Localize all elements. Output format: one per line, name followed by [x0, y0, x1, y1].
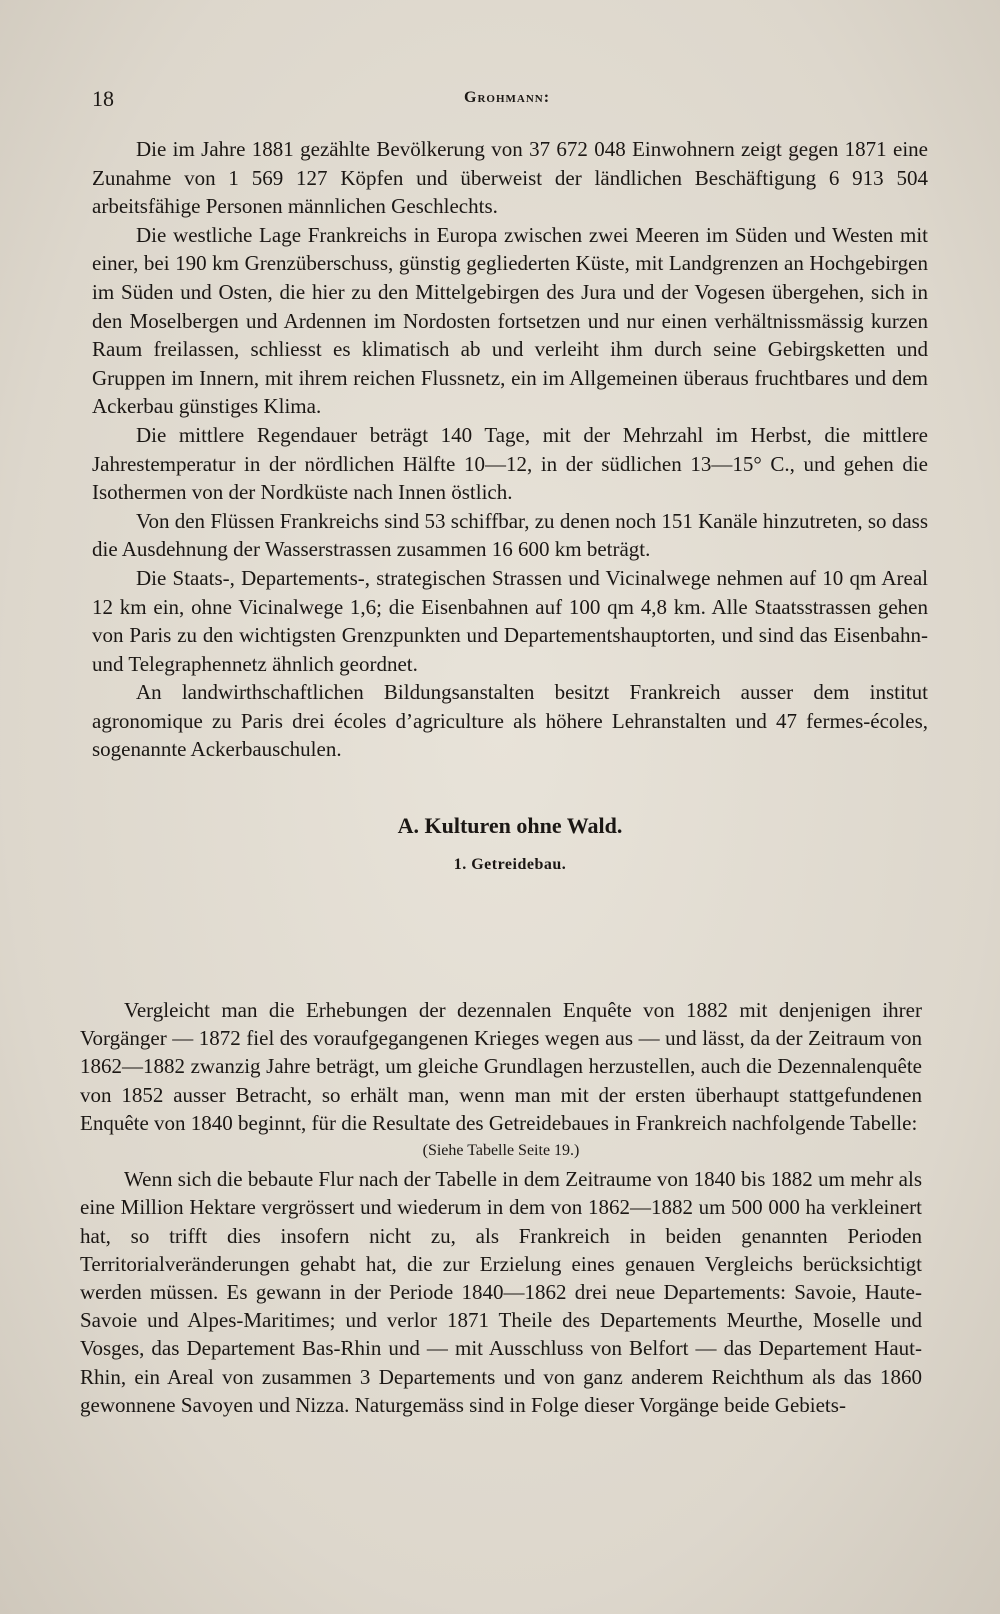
- paragraph: Die Staats-, Departements-, strategischen Strassen und Vicinalwege nehmen auf 10 qm Areal 12 km ein, ohne Vicinalwege 1,6; die Eisenbahnen auf 100 qm 4,8 km. Alle Staatsstrassen gehen von Paris zu den wichtigsten Grenzpunkten und Departementshauptorten, und sind das Eisenbahn- und Telegraphennetz ähnlich geordnet.: [92, 565, 928, 676]
- page-number: 18: [92, 86, 114, 111]
- paragraph: Von den Flüssen Frankreichs sind 53 schiffbar, zu denen noch 151 Kanäle hinzutreten, so dass die Ausdehnung der Wasserstrassen zusammen 16 600 km beträgt.: [92, 508, 928, 562]
- subsection-heading: 1. Getreidebau.: [453, 855, 567, 873]
- paragraph: Die westliche Lage Frankreichs in Europa zwischen zwei Meeren im Süden und Westen mit einer, bei 190 km Grenzüberschuss, günstig gegliederten Küste, mit Landgrenzen an Hochgebirgen im Süden und Osten, die hier zu den Mittelgebirgen des Jura und der Vogesen übergehen, sich in den Moselbergen und Ardennen im Nordosten fortsetzen und nur einen verhältnissmässig kurzen Raum freilassen, schliesst es klimatisch ab und verleiht ihm durch seine Gebirgsketten und Gruppen im Innern, mit ihrem reichen Flussnetz, ein im Allgemeinen überaus fruchtbares und dem Ackerbau günstiges Klima.: [92, 222, 928, 419]
- body-text-upper: [92, 135, 928, 891]
- page-header: [92, 86, 928, 116]
- section-heading: A. Kulturen ohne Wald.: [397, 813, 623, 839]
- body-text-lower: [80, 996, 922, 1419]
- table-reference-note: (Siehe Tabelle Seite 19.): [422, 1142, 580, 1160]
- paragraph: Die mittlere Regendauer beträgt 140 Tage, mit der Mehrzahl im Herbst, die mittlere Jahrestemperatur in der nördlichen Hälfte 10—12, in der südlichen 13—15° C., und gehen die Isothermen von der Nordküste nach Innen östlich.: [92, 422, 928, 505]
- running-head: Grohmann:: [464, 89, 551, 106]
- paragraph: Vergleicht man die Erhebungen der dezennalen Enquête von 1882 mit denjenigen ihrer Vorgänger — 1872 fiel des voraufgegangenen Krieges wegen aus — und lässt, da der Zeitraum von 1862—1882 zwanzig Jahre beträgt, um gleiche Grundlagen herzustellen, auch die Dezennalenquête von 1852 ausser Betracht, so erhält man, wenn man mit der ersten überhaupt stattgefundenen Enquête von 1840 beginnt, für die Resultate des Getreidebaues in Frankreich nachfolgende Tabelle:: [80, 998, 922, 1135]
- paragraph: Wenn sich die bebaute Flur nach der Tabelle in dem Zeitraume von 1840 bis 1882 um mehr als eine Million Hektare vergrössert und wiederum in dem von 1862—1882 um 500 000 ha verkleinert hat, so trifft dies insofern nicht zu, als Frankreich in beiden genannten Perioden Territorialveränderungen gehabt hat, die zur Erzielung eines genauen Vergleichs berücksichtigt werden müssen. Es gewann in der Periode 1840—1862 drei neue Departements: Savoie, Haute-Savoie und Alpes-Maritimes; und verlor 1871 Theile des Departements Meurthe, Moselle und Vosges, das Departement Bas-Rhin und — mit Ausschluss von Belfort — das Departement Haut-Rhin, ein Areal von zusammen 3 Departements und von ganz anderem Reichthum als das 1860 gewonnene Savoyen und Nizza. Naturgemäss sind in Folge dieser Vorgänge beide Gebiets-: [80, 1167, 922, 1417]
- paragraph: Die im Jahre 1881 gezählte Bevölkerung von 37 672 048 Einwohnern zeigt gegen 1871 eine Zunahme von 1 569 127 Köpfen und überweist der ländlichen Beschäftigung 6 913 504 arbeitsfähige Personen männlichen Geschlechts.: [92, 137, 928, 219]
- paragraph: An landwirthschaftlichen Bildungsanstalten besitzt Frankreich ausser dem institut agronomique zu Paris drei écoles d’agriculture als höhere Lehranstalten und 47 fermes-écoles, sogenannte Ackerbauschulen.: [92, 680, 928, 762]
